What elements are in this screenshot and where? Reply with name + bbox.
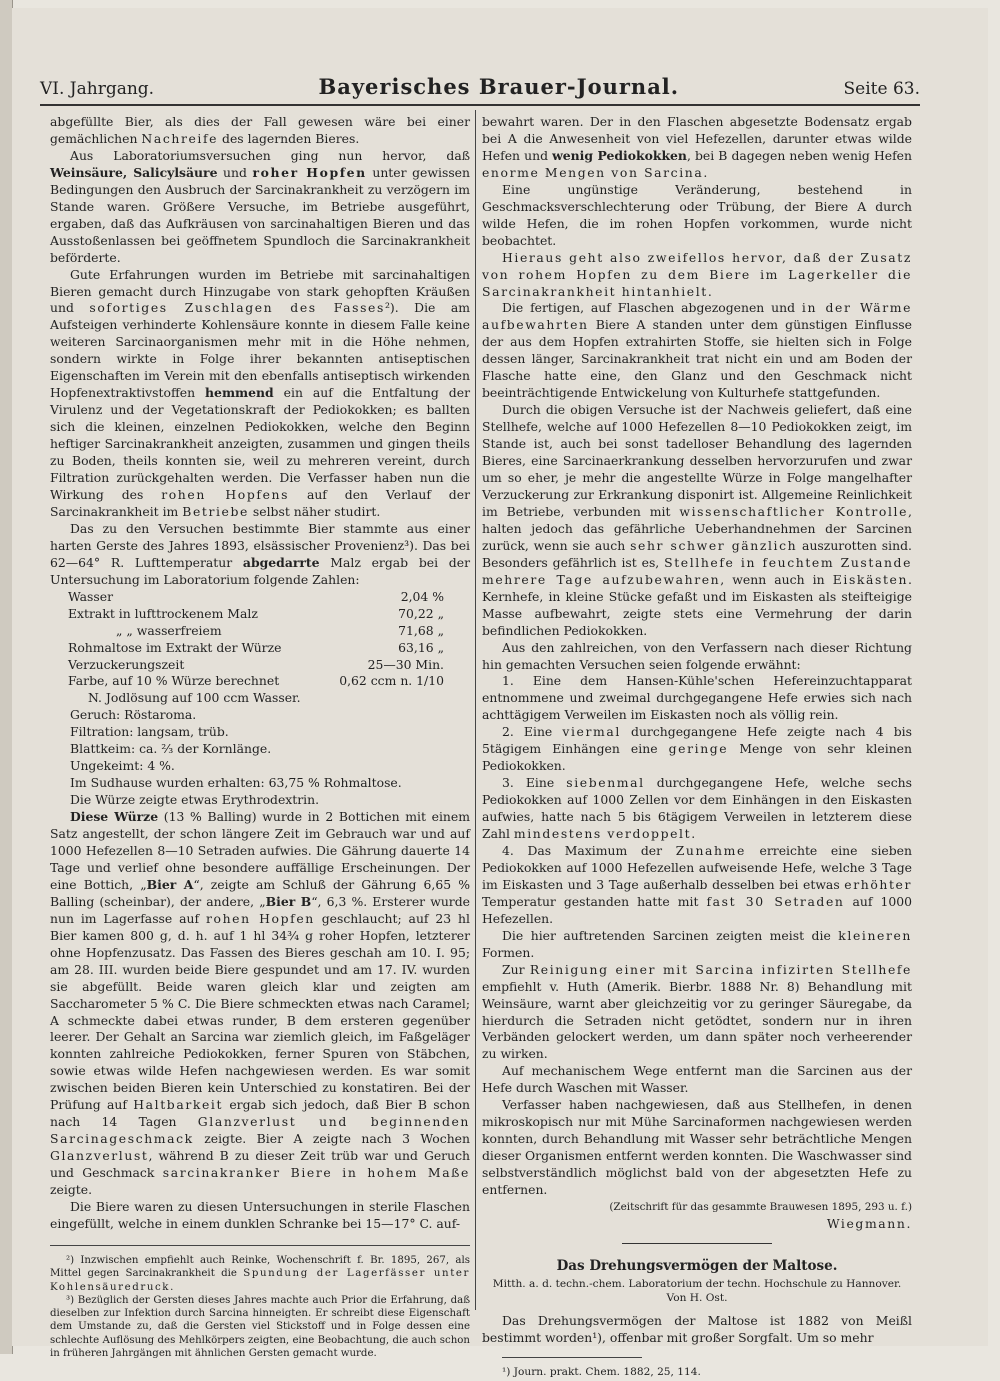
paragraph: Die Biere waren zu diesen Untersuchungen in sterile Flaschen eingefüllt, welche in einem dunklen Schranke bei 15—17° C. auf- <box>50 1199 470 1231</box>
paragraph: Zur Reinigung einer mit Sarcina infizirten Stellhefe empfiehlt v. Huth (Amerik. Bierbr. 1888 Nr. 8) Behandlung mit Weinsäure, warnt aber gleichzeitig vor zu geringer Säuregabe, da hierdurch die Setraden nicht getödtet, sondern nur in ihren Verbänden gelockert werden, um dann später noch verheerender zu wirken. <box>482 961 912 1062</box>
table-row: Wasser 2,04 % <box>68 588 444 604</box>
journal-title: Bayerisches Brauer-Journal. <box>318 74 680 99</box>
footnote: ³) Bezüglich der Gersten dieses Jahres machte auch Prior die Erfahrung, daß dieselben zur Infektion durch Sarcina hinneigten. Er schreibt diese Eigenschaft dem Umstande zu, daß die Gersten viel Stickstoff und in Folge dessen eine schlechte Auflösung des Mehlkörpers zeigten, eine Beobachtung, die auch schon in früheren Jahrgängen mit ähnlichen Gersten gemacht wurde. <box>50 1294 470 1359</box>
footnotes <box>50 1245 470 1360</box>
paragraph: Aus den zahlreichen, von den Verfassern nach dieser Richtung hin gemachten Versuchen seien folgende erwähnt: <box>482 639 912 672</box>
paragraph: Hieraus geht also zweifellos hervor, daß der Zusatz von rohem Hopfen zu dem Biere im Lagerkeller die Sarcinakrankheit hintanhielt. <box>482 249 912 299</box>
malt-analysis-table <box>68 589 448 708</box>
section-divider <box>622 1243 772 1244</box>
table-row: Farbe, auf 10 % Würze berechnet 0,62 ccm n. 1/10 <box>68 673 444 689</box>
analysis-line: Im Sudhause wurden erhalten: 63,75 % Rohmaltose. <box>70 775 402 791</box>
paragraph: Auf mechanischem Wege entfernt man die Sarcinen aus der Hefe durch Waschen mit Wasser. <box>482 1063 912 1096</box>
analysis-line: Filtration: langsam, trüb. <box>70 724 229 740</box>
paragraph: Eine ungünstige Veränderung, bestehend in Geschmacksverschlechterung oder Trübung, der Biere A durch wilde Hefen, die im rohen Hopfen vorkommen, wurde nicht beobachtet. <box>482 181 912 248</box>
paragraph: Die hier auftretenden Sarcinen zeigten meist die kleineren Formen. <box>482 927 912 960</box>
paragraph: Die fertigen, auf Flaschen abgezogenen und in der Wärme aufbewahrten Biere A standen unter dem günstigen Einflusse der aus dem Hopfen extrahirten Stoffe, sie hielten sich in Folge dessen länger, Sarcinakrankheit trat nicht ein und am Boden der Flasche hatte eine, den Glanz und den Geschmack nicht beeinträchtigende Entwickelung von Kulturhefe stattgefunden. <box>482 300 912 401</box>
list-item: 1. Eine dem Hansen-Kühle'schen Hefereinzuchtapparat entnommene und zweimal durchgegangene Hefe erwies sich nach achttägigem Verweilen im Eiskasten noch als völlig rein. <box>482 673 912 723</box>
list-item: 4. Das Maximum der Zunahme erreichte eine sieben Pediokokken auf 1000 Hefezellen aufweisende Hefe, welche 3 Tage im Eiskasten und 3 Tage außerhalb desselben bei etwas erhöhter Temperatur gestanden hatte mit fast 30 Setraden auf 1000 Hefezellen. <box>482 842 913 926</box>
article-author: Von H. Ost. <box>666 1291 728 1304</box>
paragraph: bewahrt waren. Der in den Flaschen abgesetzte Bodensatz ergab bei A die Anwesenheit von viel Hefezellen, darunter etwas wilde Hefen und wenig Pediokokken, bei B dagegen neben wenig Hefen enorme Mengen von Sarcina. <box>482 114 912 180</box>
page-number: Seite 63. <box>843 79 920 99</box>
footnote: ²) Inzwischen empfiehlt auch Reinke, Wochenschrift f. Br. 1895, 267, als Mittel gegen Sarcinakrankheit die Spundung der Lagerfässer unter Kohlensäuredruck. <box>50 1254 471 1293</box>
left-column <box>50 114 470 1360</box>
volume-label: VI. Jahrgang. <box>40 79 155 99</box>
table-row: Rohmaltose im Extrakt der Würze 63,16 „ <box>68 639 444 655</box>
analysis-line: Blattkeim: ca. ⅔ der Kornlänge. <box>70 741 272 757</box>
table-row: „ „ wasserfreiem 71,68 „ <box>116 622 444 638</box>
footnote-rule <box>502 1357 642 1358</box>
right-column <box>482 114 912 1381</box>
paragraph: abgefüllte Bier, als dies der Fall gewesen wäre bei einer gemächlichen Nachreife des lagernden Bieres. <box>50 114 470 146</box>
page-header <box>40 74 920 104</box>
table-row: N. Jodlösung auf 100 ccm Wasser. <box>88 690 301 706</box>
analysis-line: Ungekeimt: 4 %. <box>70 758 175 774</box>
source-citation: (Zeitschrift für das gesammte Brauwesen 1895, 293 u. f.) <box>609 1201 912 1213</box>
analysis-line: Geruch: Röstaroma. <box>70 707 197 723</box>
column-divider <box>475 110 476 1310</box>
list-item: 3. Eine siebenmal durchgegangene Hefe, welche sechs Pediokokken auf 1000 Zellen vor dem Einhängen in den Eiskasten aufwies, hatte nach 5 bis 6tägigem Verweilen in letzterem diese Zahl mindestens verdoppelt. <box>482 775 912 842</box>
header-rule <box>40 104 920 106</box>
analysis-line: Die Würze zeigte etwas Erythrodextrin. <box>70 792 320 808</box>
paragraph: Durch die obigen Versuche ist der Nachweis geliefert, daß eine Stellhefe, welche auf 1000 Hefezellen 8—10 Pediokokken zeigt, im Stande ist, auch bei sonst tadelloser Behandlung des lagernden Bieres, eine Sarcinaerkrankung desselben hervorzurufen und zwar um so eher, je mehr die angestellte Würze in Folge mangelhafter Verzuckerung zur Erkrankung disponirt ist. Allgemeine Reinlichkeit im Betriebe, verbunden mit wissenschaftlicher Kontrolle, halten jedoch das gefährliche Ueberhandnehmen der Sarcinen zurück, wenn sie auch sehr schwer gänzlich auszurotten sind. Besonders gefährlich ist es, Stellhefe in feuchtem Zustande mehrere Tage aufzubewahren, wenn auch in Eiskästen. Kernhefe, in kleine Stücke gefaßt und im Eiskasten als steifteigige Masse aufbewahrt, zeigte stets eine Vermehrung der darin befindlichen Pediokokken. <box>482 402 912 638</box>
footnote: ¹) Journ. prakt. Chem. 1882, 25, 114. <box>502 1365 701 1378</box>
table-row: Extrakt in lufttrockenem Malz 70,22 „ <box>68 605 444 621</box>
paragraph: Aus Laboratoriumsversuchen ging nun hervor, daß Weinsäure, Salicylsäure und roher Hopfen unter gewissen Bedingungen den Ausbruch der Sarcinakrankheit zu verzögern im Stande waren. Größere Versuche, im Betriebe ausgeführt, ergaben, daß das Aufkräusen von sarcinahaltigen Bieren und das Ausstoßenlassen bei geöffnetem Spundloch die Sarcinakrankheit beförderte. <box>50 147 470 265</box>
article-subtitle: Mitth. a. d. techn.-chem. Laboratorium der techn. Hochschule zu Hannover. <box>492 1277 902 1290</box>
paragraph: Gute Erfahrungen wurden im Betriebe mit sarcinahaltigen Bieren gemacht durch Hinzugabe von stark gehopften Kräußen und sofortiges Zuschlagen des Fasses²). Die am Aufsteigen verhinderte Kohlensäure konnte in diesem Falle keine weiteren Sarcinaorganismen mehr mit in die Höhe nehmen, sondern wirkte in Folge ihrer bekannten antiseptischen Eigenschaften im Verein mit den ebenfalls antiseptisch wirkenden Hopfenextraktivstoffen hemmend ein auf die Entfaltung der Virulenz und der Vegetationskraft der Pediokokken; es ballten sich die kleinen, einzelnen Pediokokken, welche den Beginn heftiger Sarcinakrankheit anzeigten, zusammen und gingen theils zu Boden, theils konnten sie, weil zu mehreren vereint, durch Filtration zurückgehalten werden. Die Verfasser haben nun die Wirkung des rohen Hopfens auf den Verlauf der Sarcinakrankheit im Betriebe selbst näher studirt. <box>50 266 470 519</box>
article-title: Das Drehungsvermögen der Maltose. <box>556 1257 838 1274</box>
paragraph: Verfasser haben nachgewiesen, daß aus Stellhefen, in denen mikroskopisch nur mit Mühe Sarcinaformen nachgewiesen werden konnten, durch Behandlung mit Wasser sehr beträchtliche Mengen dieser Organismen entfernt werden konnten. Die Waschwasser sind selbstverständlich möglichst bald von der abgesetzten Hefe zu entfernen. <box>482 1097 912 1198</box>
table-row: Verzuckerungszeit 25—30 Min. <box>68 656 444 672</box>
author-signature: Wiegmann. <box>826 1215 912 1231</box>
paragraph: Diese Würze (13 % Balling) wurde in 2 Bottichen mit einem Satz angestellt, der schon längere Zeit im Gebrauch war und auf 1000 Hefezellen 8—10 Setraden aufwies. Die Gährung dauerte 14 Tage und verlief ohne besondere auffällige Erscheinungen. Der eine Bottich, „Bier A“, zeigte am Schluß der Gährung 6,65 % Balling (scheinbar), der andere, „Bier B“, 6,3 %. Ersterer wurde nun im Lagerfasse auf rohen Hopfen geschlaucht; auf 23 hl Bier kamen 800 g, d. h. auf 1 hl 34¾ g roher Hopfen, letzterer ohne Hopfenzusatz. Das Fassen des Bieres geschah am 10. I. 95; am 28. III. wurden beide Biere gespundet und am 17. IV. wurden sie abgefüllt. Beide waren gleich klar und zeigten am Saccharometer 5 % C. Die Biere schmeckten etwas nach Caramel; A schmeckte dabei etwas runder, B dem ersteren gegenüber leerer. Der Gehalt an Sarcina war ziemlich gleich, im Faßgeläger konnten zahlreiche Pediokokken, ferner Spuren von Stäbchen, sowie etwas wilde Hefen nachgewiesen werden. Es war somit zwischen beiden Bieren kein Unterschied zu konstatiren. Bei der Prüfung auf Haltbarkeit ergab sich jedoch, daß Bier B schon nach 14 Tagen Glanzverlust und beginnenden Sarcinageschmack zeigte. Bier A zeigte nach 3 Wochen Glanzverlust, während B zu dieser Zeit trüb war und Geruch und Geschmack sarcinakranker Biere in hohem Maße zeigte. <box>50 809 470 1198</box>
paragraph: Das zu den Versuchen bestimmte Bier stammte aus einer harten Gerste des Jahres 1893, elsässischer Provenienz³). Das bei 62—64° R. Lufttemperatur abgedarrte Malz ergab bei der Untersuchung im Laboratorium folgende Zahlen: <box>50 520 470 587</box>
paragraph: Das Drehungsvermögen der Maltose ist 1882 von Meißl bestimmt worden¹), offenbar mit großer Sorgfalt. Um so mehr <box>482 1312 912 1345</box>
list-item: 2. Eine viermal durchgegangene Hefe zeigte nach 4 bis 5tägigem Einhängen eine geringe Menge von sehr kleinen Pediokokken. <box>482 724 913 774</box>
